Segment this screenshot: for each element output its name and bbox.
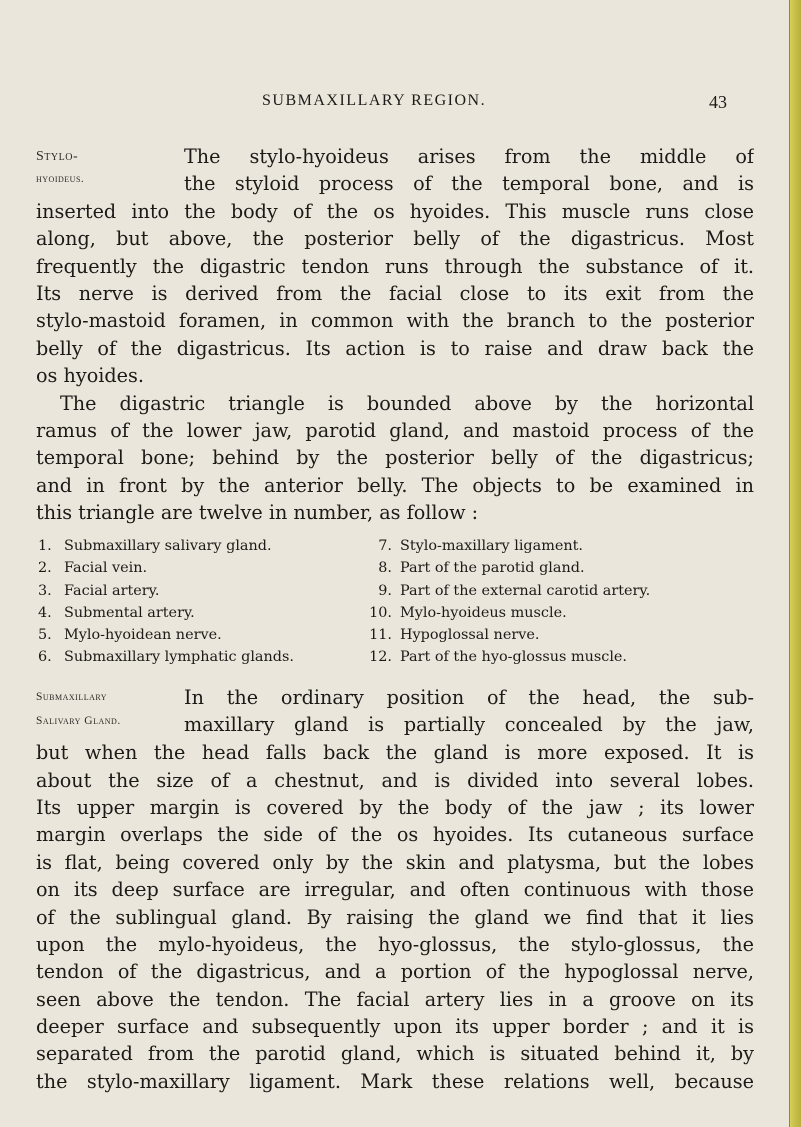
paragraph-line: but when the head falls back the gland is more exposed. It is xyxy=(36,741,754,765)
paragraph-line: is flat, being covered only by the skin and platysma, but the lobes xyxy=(36,850,754,874)
paragraph-line: ramus of the lower jaw, parotid gland, and mastoid process of the xyxy=(36,418,754,442)
paragraph-line: separated from the parotid gland, which is situated behind it, by xyxy=(36,1042,754,1066)
list-item: 9. Part of the external carotid artery. xyxy=(378,582,651,599)
list-item: 2. Facial vein. xyxy=(38,560,148,577)
paragraph-line: the stylo-maxillary ligament. Mark these relations well, because xyxy=(36,1069,754,1093)
paragraph-line: temporal bone; behind by the posterior belly of the digastricus; xyxy=(36,446,754,470)
paragraph-line: Its nerve is derived from the facial close to its exit from the xyxy=(36,281,754,305)
list-item: 10. Mylo-hyoideus muscle. xyxy=(369,604,567,621)
paragraph-line: the styloid process of the temporal bone, and is xyxy=(184,172,754,196)
paragraph-line: maxillary gland is partially concealed by the jaw, xyxy=(184,713,754,737)
list-item: 1. Submaxillary salivary gland. xyxy=(38,538,272,554)
list-item: 12. Part of the hyo-glossus muscle. xyxy=(369,649,628,666)
submaxillary-opening-lines xyxy=(184,684,754,739)
triangle-paragraph xyxy=(36,390,754,527)
paragraph-line: on its deep surface are irregular, and often continuous with those xyxy=(36,878,754,902)
list-item: 5. Mylo-hyoidean nerve. xyxy=(38,627,222,644)
submaxillary-paragraph xyxy=(36,739,754,1095)
paragraph-line: Its upper margin is covered by the body of the jaw ; its lower xyxy=(36,795,754,819)
paragraph-line: margin overlaps the side of the os hyoides. Its cutaneous surface xyxy=(36,823,754,847)
paragraph-line: belly of the digastricus. Its action is to raise and draw back the xyxy=(36,336,754,360)
list-item: 3. Facial artery. xyxy=(38,582,160,599)
paragraph-line: stylo-mastoid foramen, in common with the branch to the posterior xyxy=(36,309,754,333)
list-item: 11. Hypoglossal nerve. xyxy=(369,627,540,644)
paragraph-line: upon the mylo-hyoideus, the hyo-glossus, the stylo-glossus, the xyxy=(36,932,754,956)
paragraph-line: In the ordinary position of the head, the sub- xyxy=(184,686,754,709)
objects-list-right xyxy=(360,535,760,669)
list-item: 8. Part of the parotid gland. xyxy=(378,560,585,577)
margin-label-hyoideus: hyoideus. xyxy=(36,173,85,185)
list-item: 7. Stylo-maxillary ligament. xyxy=(378,538,583,554)
paragraph-line: deeper surface and subsequently upon its upper border ; and it is xyxy=(36,1015,754,1039)
margin-label-salivary-gland: Salivary Gland. xyxy=(36,715,121,727)
running-title: SUBMAXILLARY REGION. xyxy=(262,92,487,109)
running-head xyxy=(0,92,790,116)
paragraph-line: frequently the digastric tendon runs through the substance of it. xyxy=(36,254,754,278)
margin-label-stylo: Stylo- xyxy=(36,149,79,164)
paragraph-line: The digastric triangle is bounded above by the horizontal xyxy=(60,391,754,415)
objects-list-left xyxy=(38,535,338,669)
paragraph-line: tendon of the digastricus, and a portion of the hypoglossal nerve, xyxy=(36,960,754,984)
paragraph-line: along, but above, the posterior belly of the digastricus. Most xyxy=(36,227,754,251)
paragraph-line: this triangle are twelve in number, as follow : xyxy=(36,501,479,525)
page-number: 43 xyxy=(709,92,727,112)
list-item: 6. Submaxillary lymphatic glands. xyxy=(38,649,294,666)
book-page-edge xyxy=(789,0,801,1127)
paragraph-line: and in front by the anterior belly. The objects to be examined in xyxy=(36,473,754,497)
list-item: 4. Submental artery. xyxy=(38,604,195,621)
paragraph-line: of the sublingual gland. By raising the gland we find that it lies xyxy=(36,905,754,929)
paragraph-line: The stylo-hyoideus arises from the middle of xyxy=(184,145,754,168)
paragraph-line: os hyoides. xyxy=(36,364,144,388)
stylo-opening-lines xyxy=(184,143,754,198)
paragraph-line: seen above the tendon. The facial artery lies in a groove on its xyxy=(36,987,754,1011)
margin-label-submaxillary: Submaxillary xyxy=(36,691,108,703)
paragraph-line: inserted into the body of the os hyoides. This muscle runs close xyxy=(36,199,754,223)
paragraph-line: about the size of a chestnut, and is divided into several lobes. xyxy=(36,768,754,792)
stylo-paragraph xyxy=(36,198,754,390)
